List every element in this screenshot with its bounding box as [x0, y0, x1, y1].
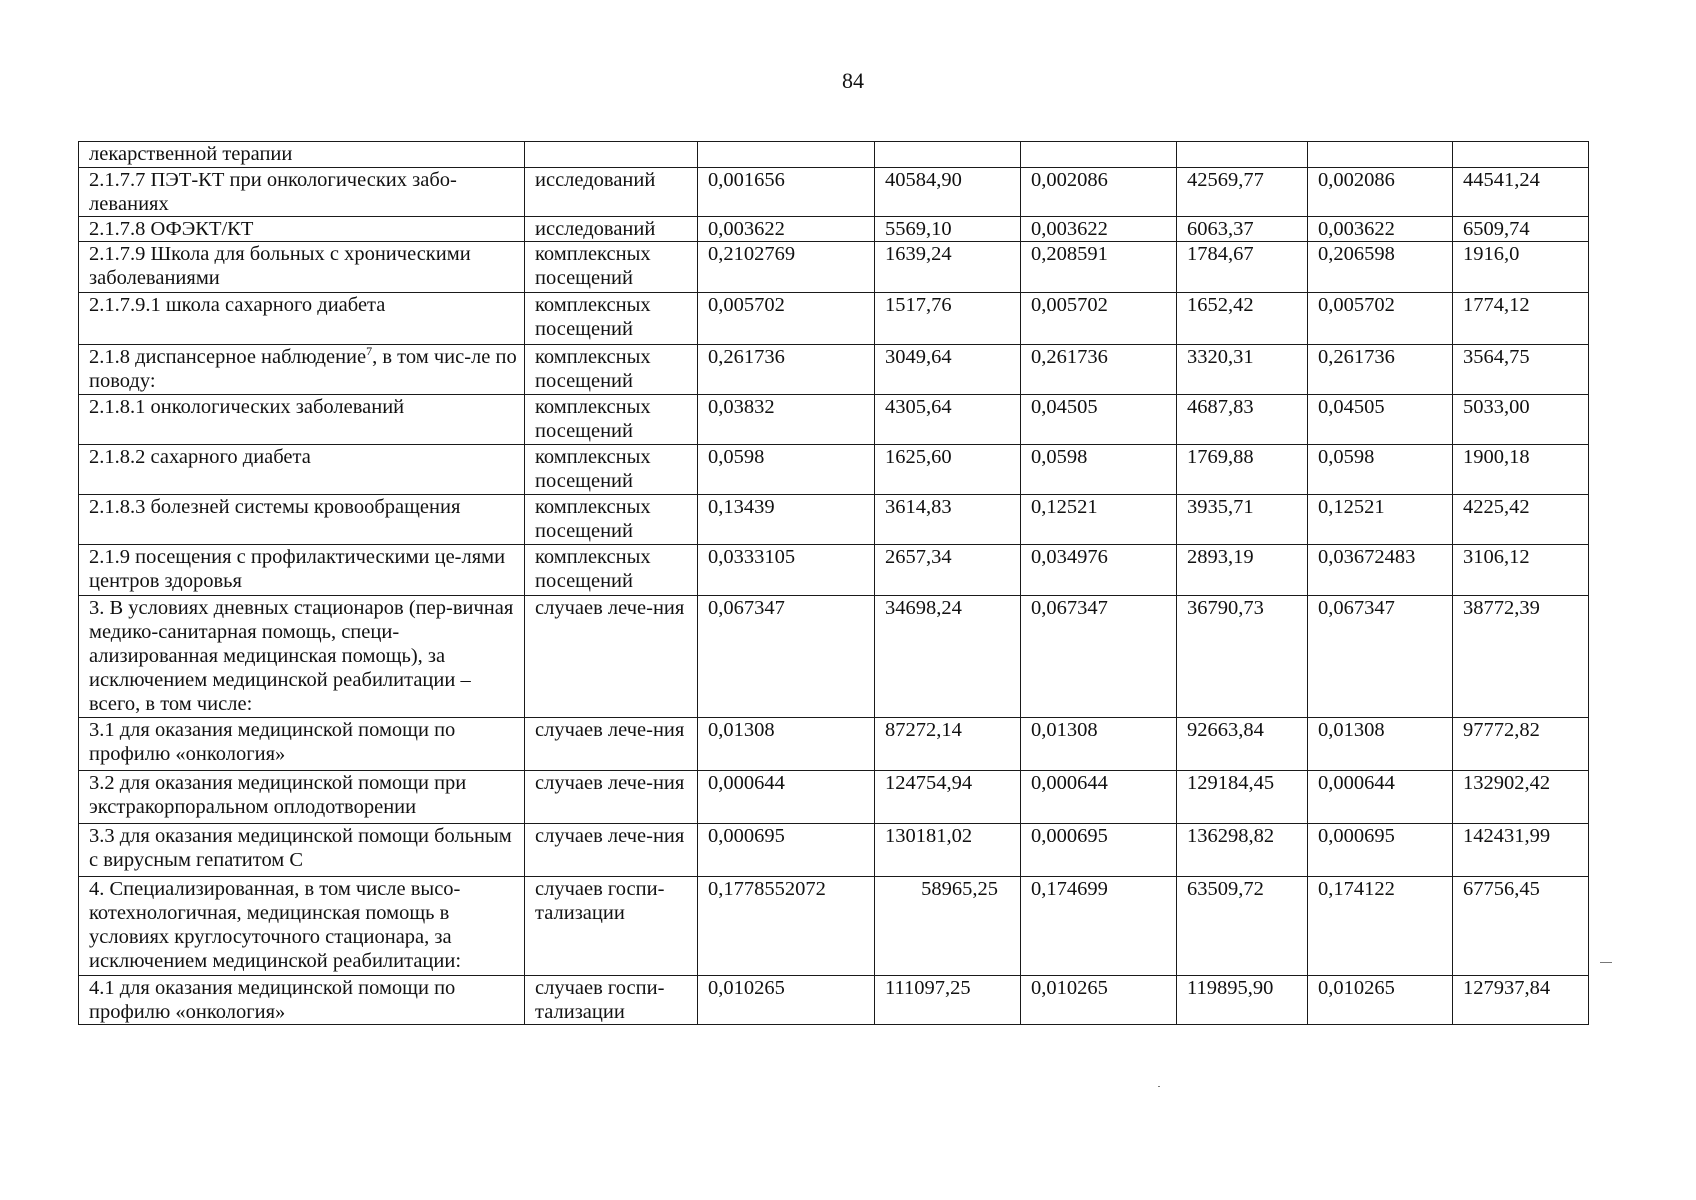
cell-value: 0,174122 — [1308, 877, 1453, 976]
cell-value: 0,034976 — [1021, 545, 1177, 596]
cell-value: 0,002086 — [1021, 168, 1177, 217]
cell-value: 34698,24 — [875, 596, 1021, 718]
cell-value: 0,206598 — [1308, 242, 1453, 293]
cell-value: 0,005702 — [1308, 293, 1453, 345]
cell-value: 0,2102769 — [698, 242, 875, 293]
table-row — [79, 824, 1589, 877]
cell-value: 67756,45 — [1453, 877, 1589, 976]
row-unit: случаев лече-ния — [525, 718, 698, 771]
cell-value: 1784,67 — [1177, 242, 1308, 293]
cell-value: 1652,42 — [1177, 293, 1308, 345]
cell-value: 119895,90 — [1177, 976, 1308, 1025]
cell-value: 142431,99 — [1453, 824, 1589, 877]
cell-value: 63509,72 — [1177, 877, 1308, 976]
row-name: 2.1.7.9.1 школа сахарного диабета — [79, 293, 525, 345]
table-row — [79, 142, 1589, 168]
cell-value: 0,001656 — [698, 168, 875, 217]
row-name: 2.1.7.7 ПЭТ-КТ при онкологических забо-левaниях — [79, 168, 525, 217]
row-unit: комплексных посещений — [525, 495, 698, 545]
cell-value: 2893,19 — [1177, 545, 1308, 596]
cell-value: 0,0598 — [1021, 445, 1177, 495]
cell-value: 5569,10 — [875, 217, 1021, 242]
cell-value: 0,003622 — [1021, 217, 1177, 242]
cell-value: 3935,71 — [1177, 495, 1308, 545]
cell-value: 0,1778552072 — [698, 877, 875, 976]
row-name: 3.3 для оказания медицинской помощи больным с вирусным гепатитом С — [79, 824, 525, 877]
cell-value: 3106,12 — [1453, 545, 1589, 596]
row-unit: комплексных посещений — [525, 242, 698, 293]
cell-value: 0,010265 — [1021, 976, 1177, 1025]
cell-value: 0,067347 — [698, 596, 875, 718]
cell-value: 44541,24 — [1453, 168, 1589, 217]
row-unit: исследований — [525, 168, 698, 217]
row-name: 2.1.9 посещения с профилактическими це-лями центров здоровья — [79, 545, 525, 596]
cell-value: 0,005702 — [1021, 293, 1177, 345]
table-row — [79, 168, 1589, 217]
row-name: 2.1.7.8 ОФЭКТ/КТ — [79, 217, 525, 242]
cell-value — [1021, 142, 1177, 168]
cell-value: 42569,77 — [1177, 168, 1308, 217]
cell-value: 3614,83 — [875, 495, 1021, 545]
row-name — [79, 345, 525, 395]
row-name: 4. Специализированная, в том числе высо-котехнологичная, медицинская помощь в условиях круглосуточного стационара, за исключением медицинской реабилитации: — [79, 877, 525, 976]
cell-value: 3320,31 — [1177, 345, 1308, 395]
row-unit: комплексных посещений — [525, 293, 698, 345]
cell-value: 0,0598 — [1308, 445, 1453, 495]
cell-value: 127937,84 — [1453, 976, 1589, 1025]
table-row — [79, 242, 1589, 293]
tariff-table — [78, 141, 1589, 1025]
row-unit: случаев лече-ния — [525, 824, 698, 877]
cell-value: 0,010265 — [1308, 976, 1453, 1025]
table-row — [79, 217, 1589, 242]
row-unit: комплексных посещений — [525, 545, 698, 596]
scan-speck — [1158, 1086, 1160, 1087]
cell-value: 0,005702 — [698, 293, 875, 345]
cell-value: 0,0598 — [698, 445, 875, 495]
footnote-mark: 7 — [366, 344, 373, 359]
cell-value: 87272,14 — [875, 718, 1021, 771]
cell-value: 6509,74 — [1453, 217, 1589, 242]
cell-value: 0,01308 — [1021, 718, 1177, 771]
cell-value: 38772,39 — [1453, 596, 1589, 718]
cell-value: 4687,83 — [1177, 395, 1308, 445]
cell-value: 4225,42 — [1453, 495, 1589, 545]
cell-value: 136298,82 — [1177, 824, 1308, 877]
cell-value: 36790,73 — [1177, 596, 1308, 718]
cell-value: 0,000644 — [1021, 771, 1177, 824]
page-number: 84 — [842, 68, 864, 93]
cell-value: 1639,24 — [875, 242, 1021, 293]
table-row — [79, 718, 1589, 771]
cell-value: 0,003622 — [1308, 217, 1453, 242]
cell-value — [1308, 142, 1453, 168]
cell-value: 0,003622 — [698, 217, 875, 242]
cell-value: 0,01308 — [698, 718, 875, 771]
cell-value: 1517,76 — [875, 293, 1021, 345]
row-name: лекарственной терапии — [79, 142, 525, 168]
cell-value: 1769,88 — [1177, 445, 1308, 495]
row-unit: комплексных посещений — [525, 445, 698, 495]
cell-value — [875, 142, 1021, 168]
row-name: 3. В условиях дневных стационаров (пер-вичная медико-санитарная помощь, специ-ализированная медицинская помощь), за исключением медицинской реабилитации – всего, в том числе: — [79, 596, 525, 718]
cell-value: 0,067347 — [1308, 596, 1453, 718]
cell-value: 0,000695 — [1308, 824, 1453, 877]
cell-value: 0,12521 — [1021, 495, 1177, 545]
row-name: 2.1.7.9 Школа для больных с хроническими заболеваниями — [79, 242, 525, 293]
cell-value — [1453, 142, 1589, 168]
cell-value: 0,000695 — [1021, 824, 1177, 877]
cell-value: 0,000644 — [1308, 771, 1453, 824]
row-name-tail: , в том чис-ле по поводу: — [89, 346, 517, 392]
row-unit: комплексных посещений — [525, 345, 698, 395]
cell-value: 0,000695 — [698, 824, 875, 877]
cell-value — [698, 142, 875, 168]
scan-speck — [1600, 962, 1612, 963]
cell-value: 0,261736 — [1021, 345, 1177, 395]
cell-value: 0,261736 — [1308, 345, 1453, 395]
cell-value: 132902,42 — [1453, 771, 1589, 824]
table-row — [79, 596, 1589, 718]
cell-value: 129184,45 — [1177, 771, 1308, 824]
cell-value: 2657,34 — [875, 545, 1021, 596]
table-row — [79, 293, 1589, 345]
cell-value: 97772,82 — [1453, 718, 1589, 771]
cell-value: 0,261736 — [698, 345, 875, 395]
row-unit: случаев госпи-тализации — [525, 877, 698, 976]
cell-value: 0,04505 — [1308, 395, 1453, 445]
cell-value: 6063,37 — [1177, 217, 1308, 242]
table-row — [79, 395, 1589, 445]
row-unit: исследований — [525, 217, 698, 242]
cell-value: 0,010265 — [698, 976, 875, 1025]
cell-value: 0,04505 — [1021, 395, 1177, 445]
table-row — [79, 545, 1589, 596]
cell-value: 40584,90 — [875, 168, 1021, 217]
cell-value: 92663,84 — [1177, 718, 1308, 771]
cell-value: 0,03672483 — [1308, 545, 1453, 596]
table-row — [79, 771, 1589, 824]
cell-value: 0,174699 — [1021, 877, 1177, 976]
cell-value: 0,0333105 — [698, 545, 875, 596]
cell-value: 0,01308 — [1308, 718, 1453, 771]
cell-value: 0,000644 — [698, 771, 875, 824]
row-name: 3.1 для оказания медицинской помощи по профилю «онкология» — [79, 718, 525, 771]
row-unit — [525, 142, 698, 168]
row-unit: случаев госпи-тализации — [525, 976, 698, 1025]
row-name: 2.1.8.3 болезней системы кровообращения — [79, 495, 525, 545]
cell-value: 0,002086 — [1308, 168, 1453, 217]
cell-value: 111097,25 — [875, 976, 1021, 1025]
cell-value: 0,067347 — [1021, 596, 1177, 718]
cell-value: 3049,64 — [875, 345, 1021, 395]
cell-value: 1774,12 — [1453, 293, 1589, 345]
cell-value: 0,13439 — [698, 495, 875, 545]
cell-value: 0,03832 — [698, 395, 875, 445]
table-row — [79, 495, 1589, 545]
cell-value: 1916,0 — [1453, 242, 1589, 293]
row-unit: комплексных посещений — [525, 395, 698, 445]
table-row — [79, 445, 1589, 495]
cell-value: 4305,64 — [875, 395, 1021, 445]
cell-value — [1177, 142, 1308, 168]
table-row — [79, 877, 1589, 976]
cell-value: 124754,94 — [875, 771, 1021, 824]
cell-value: 58965,25 — [875, 877, 1021, 976]
table-row — [79, 976, 1589, 1025]
row-name: 3.2 для оказания медицинской помощи при экстракорпоральном оплодотворении — [79, 771, 525, 824]
cell-value: 3564,75 — [1453, 345, 1589, 395]
cell-value: 0,208591 — [1021, 242, 1177, 293]
row-name: 4.1 для оказания медицинской помощи по профилю «онкология» — [79, 976, 525, 1025]
row-name-text: 2.1.8 диспансерное наблюдение — [89, 346, 367, 368]
cell-value: 1900,18 — [1453, 445, 1589, 495]
row-name: 2.1.8.2 сахарного диабета — [79, 445, 525, 495]
cell-value: 5033,00 — [1453, 395, 1589, 445]
cell-value: 0,12521 — [1308, 495, 1453, 545]
row-unit: случаев лече-ния — [525, 771, 698, 824]
row-unit: случаев лече-ния — [525, 596, 698, 718]
row-name: 2.1.8.1 онкологических заболеваний — [79, 395, 525, 445]
cell-value: 130181,02 — [875, 824, 1021, 877]
cell-value: 1625,60 — [875, 445, 1021, 495]
table-row — [79, 345, 1589, 395]
